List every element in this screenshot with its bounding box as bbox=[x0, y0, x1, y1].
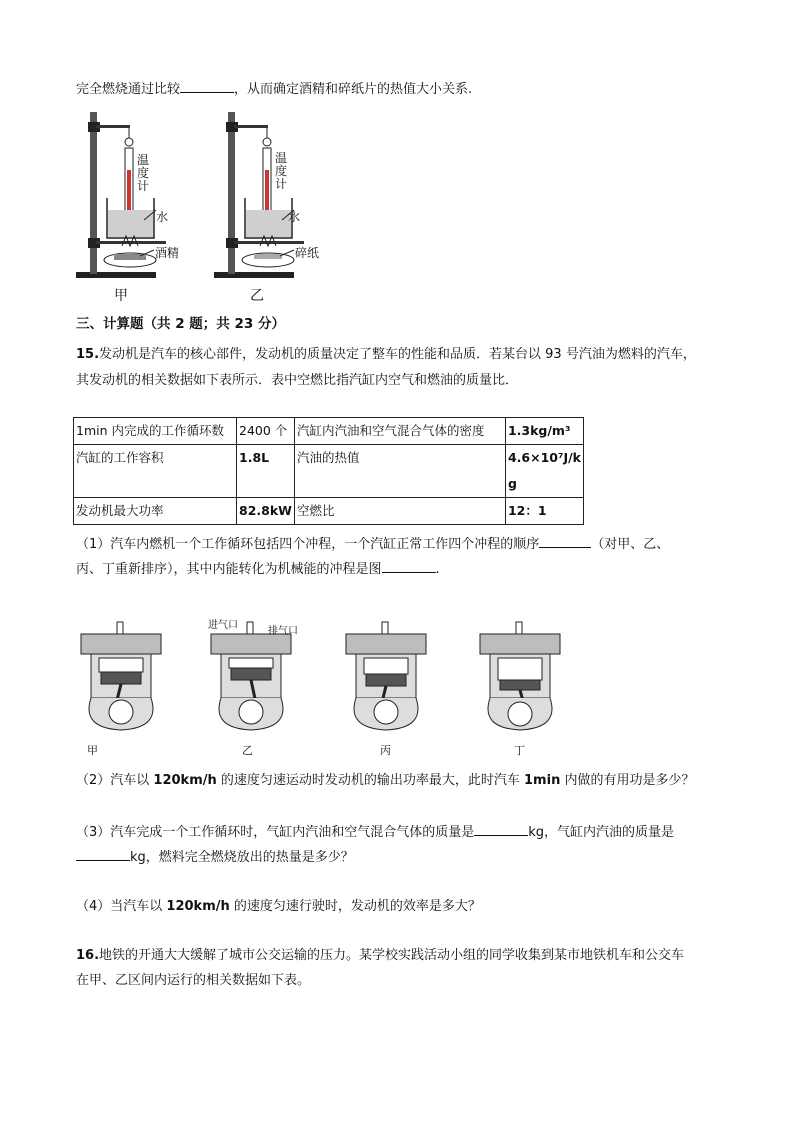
answer-blank[interactable] bbox=[382, 558, 436, 573]
table-cell: 2400 个 bbox=[237, 418, 295, 445]
table-cell: 1.8L bbox=[237, 445, 295, 498]
table-cell: 发动机最大功率 bbox=[74, 498, 237, 525]
q15-sub3-line1: （3）汽车完成一个工作循环时，气缸内汽油和空气混合气体的质量是 kg，气缸内汽油的质量是 bbox=[76, 821, 674, 843]
engine-stroke-figure-jia bbox=[75, 618, 167, 738]
q15-sub4: （4）当汽车以 120km/h 的速度匀速行驶时，发动机的效率是多大？ bbox=[76, 899, 481, 914]
table-cell: 汽缸的工作容积 bbox=[74, 445, 237, 498]
table-cell: 12：1 bbox=[505, 498, 583, 525]
q15-sub3-line2: kg，燃料完全燃烧放出的热量是多少？ bbox=[76, 846, 354, 868]
table-cell: 1min 内完成的工作循环数 bbox=[74, 418, 237, 445]
engine-yi-outlet-label: 排气口 bbox=[268, 626, 298, 637]
q16-line1: 16.地铁的开通大大缓解了城市公交运输的压力。某学校实践活动小组的同学收集到某市地铁机车和公交车 bbox=[76, 948, 685, 963]
figure-a-thermometer-label: 温度计 bbox=[137, 153, 150, 193]
table-row bbox=[74, 445, 584, 498]
engine-stroke-figure-bing bbox=[340, 618, 432, 738]
figure-a-caption: 甲 bbox=[114, 288, 128, 304]
figure-a-water-label: 水 bbox=[156, 210, 169, 224]
table-row bbox=[74, 418, 584, 445]
answer-blank[interactable] bbox=[180, 78, 234, 93]
intro-line: 完全燃烧通过比较 ，从而确定酒精和碎纸片的热值大小关系. bbox=[76, 78, 472, 100]
table-cell: 1.3kg/m³ bbox=[505, 418, 583, 445]
q15-sub1-line2: 丙、丁重新排序），其中内能转化为机械能的冲程是图 . bbox=[76, 558, 440, 580]
engine-yi-caption: 乙 bbox=[242, 744, 253, 757]
engine-stroke-figure-ding bbox=[474, 618, 566, 738]
section-title: 三、计算题（共 2 题；共 23 分） bbox=[76, 316, 285, 332]
q16-line2: 在甲、乙区间内运行的相关数据如下表。 bbox=[76, 973, 311, 988]
figure-a-fuel-label: 酒精 bbox=[155, 246, 180, 260]
engine-data-table bbox=[73, 417, 584, 525]
q15-sub1-line1: （1）汽车内燃机一个工作循环包括四个冲程，一个汽缸正常工作四个冲程的顺序 （对甲、乙、 bbox=[76, 533, 669, 555]
table-cell: 空燃比 bbox=[294, 498, 505, 525]
q15-line2: 其发动机的相关数据如下表所示．表中空燃比指汽缸内空气和燃油的质量比． bbox=[76, 373, 519, 388]
figure-b-water-label: 水 bbox=[288, 210, 301, 224]
table-cell: 82.8kW bbox=[237, 498, 295, 525]
answer-blank[interactable] bbox=[474, 821, 528, 836]
figure-b-caption: 乙 bbox=[250, 288, 264, 304]
figure-b-thermometer-label: 温度计 bbox=[275, 151, 288, 191]
table-cell: 汽缸内汽油和空气混合气体的密度 bbox=[294, 418, 505, 445]
engine-jia-caption: 甲 bbox=[87, 744, 98, 757]
engine-yi-inlet-label: 进气口 bbox=[208, 620, 238, 631]
answer-blank[interactable] bbox=[539, 533, 591, 548]
table-cell: 4.6×10⁷J/k g bbox=[505, 445, 583, 498]
engine-ding-caption: 丁 bbox=[514, 744, 525, 757]
engine-bing-caption: 丙 bbox=[380, 744, 391, 757]
q15-sub2: （2）汽车以 120km/h 的速度匀速运动时发动机的输出功率最大，此时汽车 1min 内做的有用功是多少？ bbox=[76, 773, 695, 788]
table-cell: 汽油的热值 bbox=[294, 445, 505, 498]
q15-line1: 15.发动机是汽车的核心部件，发动机的质量决定了整车的性能和品质．若某台以 93 号汽油为燃料的汽车， bbox=[76, 347, 696, 362]
answer-blank[interactable] bbox=[76, 846, 130, 861]
table-row bbox=[74, 498, 584, 525]
figure-b-fuel-label: 碎纸 bbox=[295, 246, 320, 260]
